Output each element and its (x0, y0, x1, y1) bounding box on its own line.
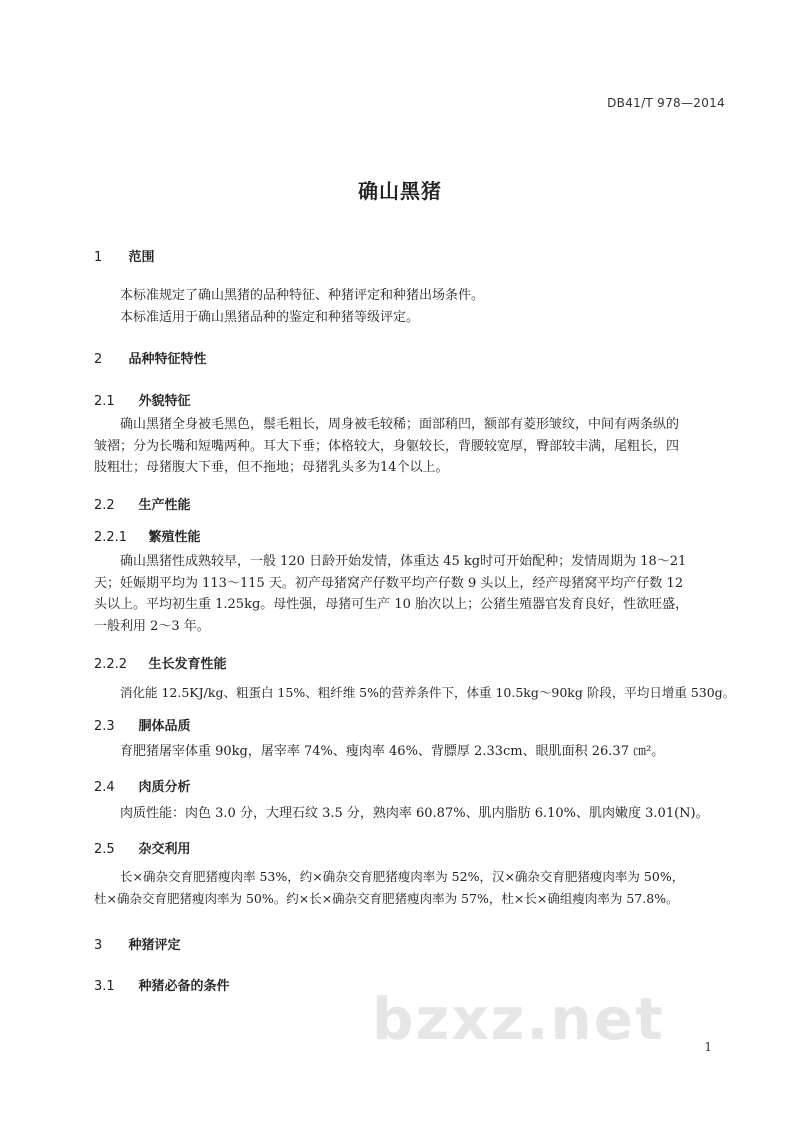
section-heading-1 (94, 246, 155, 265)
section-number: 2.4 (94, 780, 115, 795)
text-line: 育肥猪屠宰体重 90kg，屠宰率 74%、瘦肉率 46%、背膘厚 2.33cm、眼肌面积 26.37 ㎝²。 (120, 744, 665, 759)
section-heading-3 (94, 934, 181, 953)
document-title: 确山黑猪 (358, 179, 442, 203)
section-1-paragraph (94, 285, 722, 328)
text-line: 杜×确杂交育肥猪瘦肉率为 50%。约×长×确杂交育肥猪瘦肉率为 57%，杜×长×确组瘦肉率为 57.8%。 (94, 890, 679, 906)
watermark-text: bzxz.net (372, 985, 665, 1053)
section-heading-2-2 (94, 494, 191, 513)
text-line: 头以上。平均初生重 1.25kg。母性强，母猪可生产 10 胎次以上；公猪生殖器官发育良好，性欲旺盛， (94, 597, 689, 612)
section-heading-2-5 (94, 838, 191, 857)
section-title: 种猪必备的条件 (138, 979, 230, 994)
section-title: 杂交利用 (138, 842, 191, 857)
section-heading-2-2-1 (94, 526, 201, 545)
section-title: 生长发育性能 (148, 657, 227, 672)
text-line: 消化能 12.5KJ/kg、粗蛋白 15%、粗纤维 5%的营养条件下，体重 10.5kg～90kg 阶段，平均日增重 530g。 (120, 685, 736, 700)
section-number: 2.1 (94, 394, 115, 409)
section-heading-2 (94, 348, 207, 367)
text-line: 皱褶；分为长嘴和短嘴两种。耳大下垂；体格较大，身躯较长，背腰较宽厚，臀部较丰满，尾粗长，四 (94, 438, 680, 454)
section-number: 2.2 (94, 498, 115, 513)
section-number: 2.3 (94, 719, 115, 734)
standard-code: DB41/T 978—2014 (607, 96, 725, 110)
section-title: 生产性能 (138, 498, 191, 513)
page-number: 1 (704, 1040, 712, 1054)
text-line: 肉质性能：肉色 3.0 分，大理石纹 3.5 分，熟肉率 60.87%、肌内脂肪 6.10%、肌肉嫩度 3.01(N)。 (120, 806, 709, 821)
section-title: 肉质分析 (138, 780, 191, 795)
section-title: 胴体品质 (138, 719, 191, 734)
section-heading-2-4 (94, 776, 191, 795)
section-heading-3-1 (94, 975, 230, 994)
section-number: 3 (94, 938, 103, 953)
section-2-1-paragraph (94, 414, 722, 479)
section-heading-2-1 (94, 390, 191, 409)
section-number: 2.2.2 (94, 657, 128, 672)
section-title: 范围 (128, 250, 155, 265)
section-title: 繁殖性能 (148, 530, 201, 545)
section-number: 2.5 (94, 842, 115, 857)
section-2-3-paragraph (94, 741, 722, 763)
text-line: 本标准适用于确山黑猪品种的鉴定和种猪等级评定。 (120, 309, 420, 325)
section-number: 2 (94, 352, 103, 367)
section-title: 种猪评定 (128, 938, 181, 953)
section-2-2-2-paragraph (94, 682, 736, 704)
section-2-5-paragraph (94, 866, 722, 909)
text-line: 肢粗壮；母猪腹大下垂，但不拖地；母猪乳头多为14个以上。 (94, 460, 449, 475)
text-line: 天；妊娠期平均为 113～115 天。初产母猪窝产仔数平均产仔数 9 头以上，经产母猪窝平均产仔数 12 (94, 575, 684, 591)
section-title: 品种特征特性 (128, 352, 207, 367)
section-number: 1 (94, 250, 103, 265)
text-line: 一般利用 2～3 年。 (94, 618, 210, 634)
section-2-4-paragraph (94, 803, 722, 825)
text-line: 长×确杂交育肥猪瘦肉率 53%，约×确杂交育肥猪瘦肉率为 52%，汉×确杂交育肥猪瘦肉率为 50%， (120, 869, 685, 884)
section-number: 3.1 (94, 979, 115, 994)
text-line: 确山黑猪性成熟较早，一般 120 日龄开始发情，体重达 45 kg时可开始配种；发情周期为 18～21 (120, 554, 687, 569)
section-heading-2-3 (94, 715, 191, 734)
section-number: 2.2.1 (94, 530, 128, 545)
text-line: 本标准规定了确山黑猪的品种特征、种猪评定和种猪出场条件。 (120, 288, 485, 303)
section-title: 外貌特征 (138, 394, 191, 409)
section-2-2-1-paragraph (94, 551, 722, 637)
section-heading-2-2-2 (94, 653, 227, 672)
text-line: 确山黑猪全身被毛黑色，鬃毛粗长，周身被毛较稀；面部稍凹，额部有菱形皱纹，中间有两条纵的 (120, 417, 680, 432)
